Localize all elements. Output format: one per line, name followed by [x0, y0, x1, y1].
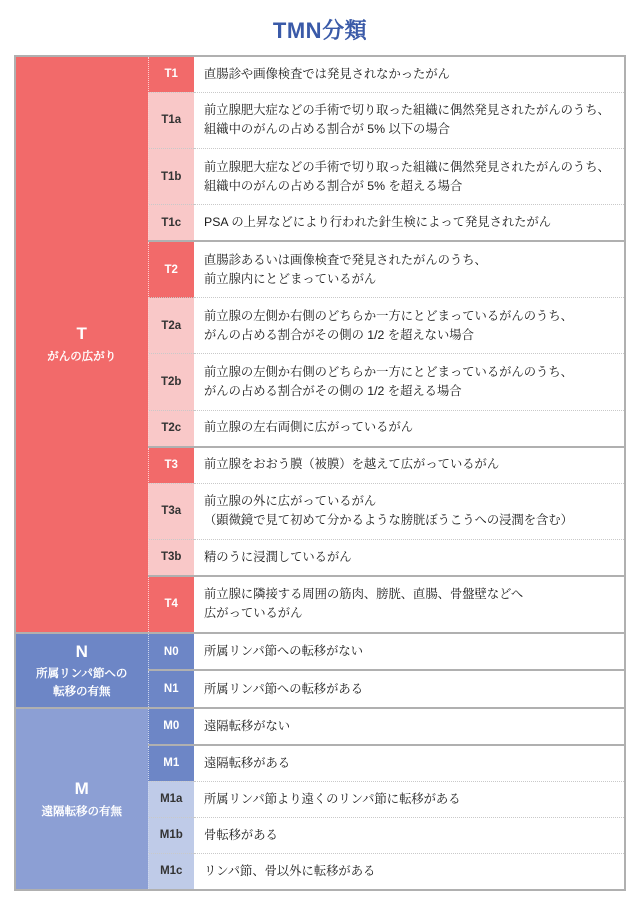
stage-description-t2b: [194, 354, 624, 410]
stage-code-t2: T2: [148, 241, 194, 298]
stage-description-n0: [194, 633, 624, 671]
table-row: [16, 633, 624, 671]
stage-code-t3: T3: [148, 447, 194, 484]
description-line: 遠隔転移がない: [204, 718, 291, 733]
description-line: 前立腺の左側か右側のどちらか一方にとどまっているがんのうち、: [204, 364, 573, 379]
stage-description-t3b: [194, 539, 624, 576]
stage-code-n1: N1: [148, 670, 194, 708]
stage-description-t1: [194, 57, 624, 92]
description-line: 組織中のがんの占める割合が 5% を超える場合: [204, 178, 463, 193]
description-line: 骨転移がある: [204, 827, 278, 842]
stage-code-t3a: T3a: [148, 483, 194, 539]
category-subtitle: 所属リンパ節への: [36, 668, 128, 681]
description-line: 所属リンパ節への転移がある: [204, 681, 363, 696]
description-line: 前立腺の外に広がっているがん: [204, 494, 377, 508]
stage-code-t1c: T1c: [148, 205, 194, 242]
stage-description-t1c: [194, 205, 624, 242]
stage-description-t2a: [194, 298, 624, 354]
stage-code-t2c: T2c: [148, 410, 194, 447]
stage-description-t3a: [194, 483, 624, 539]
description-line: 所属リンパ節への転移がない: [204, 644, 363, 659]
category-subtitle: がんの広がり: [47, 351, 117, 364]
stage-description-m1a: [194, 781, 624, 817]
description-line: 前立腺の左右両側に広がっているがん: [204, 420, 414, 435]
stage-code-m0: M0: [148, 708, 194, 745]
category-letter: M: [74, 779, 89, 799]
stage-code-t4: T4: [148, 576, 194, 633]
description-line: 前立腺肥大症などの手術で切り取った組織に偶然発見されたがんのうち、: [204, 159, 610, 174]
description-line: 遠隔転移がある: [204, 755, 291, 770]
category-cell-m: [16, 708, 148, 889]
description-line: （顕微鏡で見て初めて分かるような膀胱ぼうこうへの浸潤を含む）: [204, 513, 573, 528]
stage-description-n1: [194, 670, 624, 708]
description-line: 直腸診や画像検査では発見されなかったがん: [204, 66, 450, 81]
description-line: 前立腺をおおう膜（被膜）を越えて広がっているがん: [204, 457, 500, 472]
description-line: がんの占める割合がその側の 1/2 を超えない場合: [204, 327, 474, 342]
stage-code-t2b: T2b: [148, 354, 194, 410]
description-line: 精のうに浸潤しているがん: [204, 549, 352, 564]
description-line: 前立腺肥大症などの手術で切り取った組織に偶然発見されたがんのうち、: [204, 103, 610, 118]
description-line: 広がっているがん: [204, 606, 303, 621]
stage-description-t3: [194, 447, 624, 484]
classification-grid: [16, 57, 624, 889]
stage-description-m0: [194, 708, 624, 745]
description-line: 直腸診あるいは画像検査で発見されたがんのうち、: [204, 252, 487, 267]
description-line: リンパ節、骨以外に転移がある: [204, 863, 376, 878]
table-row: [16, 57, 624, 92]
description-line: がんの占める割合がその側の 1/2 を超える場合: [204, 383, 462, 398]
stage-description-t1a: [194, 92, 624, 148]
description-line: 前立腺の左側か右側のどちらか一方にとどまっているがんのうち、: [204, 308, 573, 323]
stage-code-t1a: T1a: [148, 92, 194, 148]
category-cell-n: [16, 633, 148, 708]
stage-description-t2c: [194, 410, 624, 447]
description-line: 前立腺に隣接する周囲の筋肉、膀胱、直腸、骨盤壁などへ: [204, 587, 524, 602]
stage-code-m1b: M1b: [148, 817, 194, 853]
stage-code-m1a: M1a: [148, 781, 194, 817]
stage-code-m1c: M1c: [148, 853, 194, 889]
stage-code-t2a: T2a: [148, 298, 194, 354]
category-letter: T: [76, 324, 87, 344]
stage-description-m1c: [194, 853, 624, 889]
description-line: 所属リンパ節より遠くのリンパ節に転移がある: [204, 791, 461, 806]
category-cell-t: [16, 57, 148, 633]
stage-code-m1: M1: [148, 745, 194, 782]
stage-code-t3b: T3b: [148, 539, 194, 576]
stage-description-m1b: [194, 817, 624, 853]
category-subtitle: 遠隔転移の有無: [41, 805, 122, 818]
stage-description-m1: [194, 745, 624, 782]
description-line: PSA の上昇などにより行われた針生検によって発見されたがん: [204, 215, 552, 230]
table-row: [16, 708, 624, 745]
stage-description-t1b: [194, 149, 624, 205]
classification-body: [16, 57, 624, 889]
stage-description-t2: [194, 241, 624, 298]
page-title: TMN分類: [272, 18, 368, 43]
description-line: 前立腺内にとどまっているがん: [204, 271, 377, 286]
stage-code-t1: T1: [148, 57, 194, 92]
stage-description-t4: [194, 576, 624, 633]
category-subtitle: 転移の有無: [53, 685, 111, 698]
description-line: 組織中のがんの占める割合が 5% 以下の場合: [204, 122, 450, 137]
stage-code-n0: N0: [148, 633, 194, 671]
category-letter: N: [75, 641, 88, 661]
stage-code-t1b: T1b: [148, 149, 194, 205]
tmn-classification-table: [14, 55, 626, 891]
